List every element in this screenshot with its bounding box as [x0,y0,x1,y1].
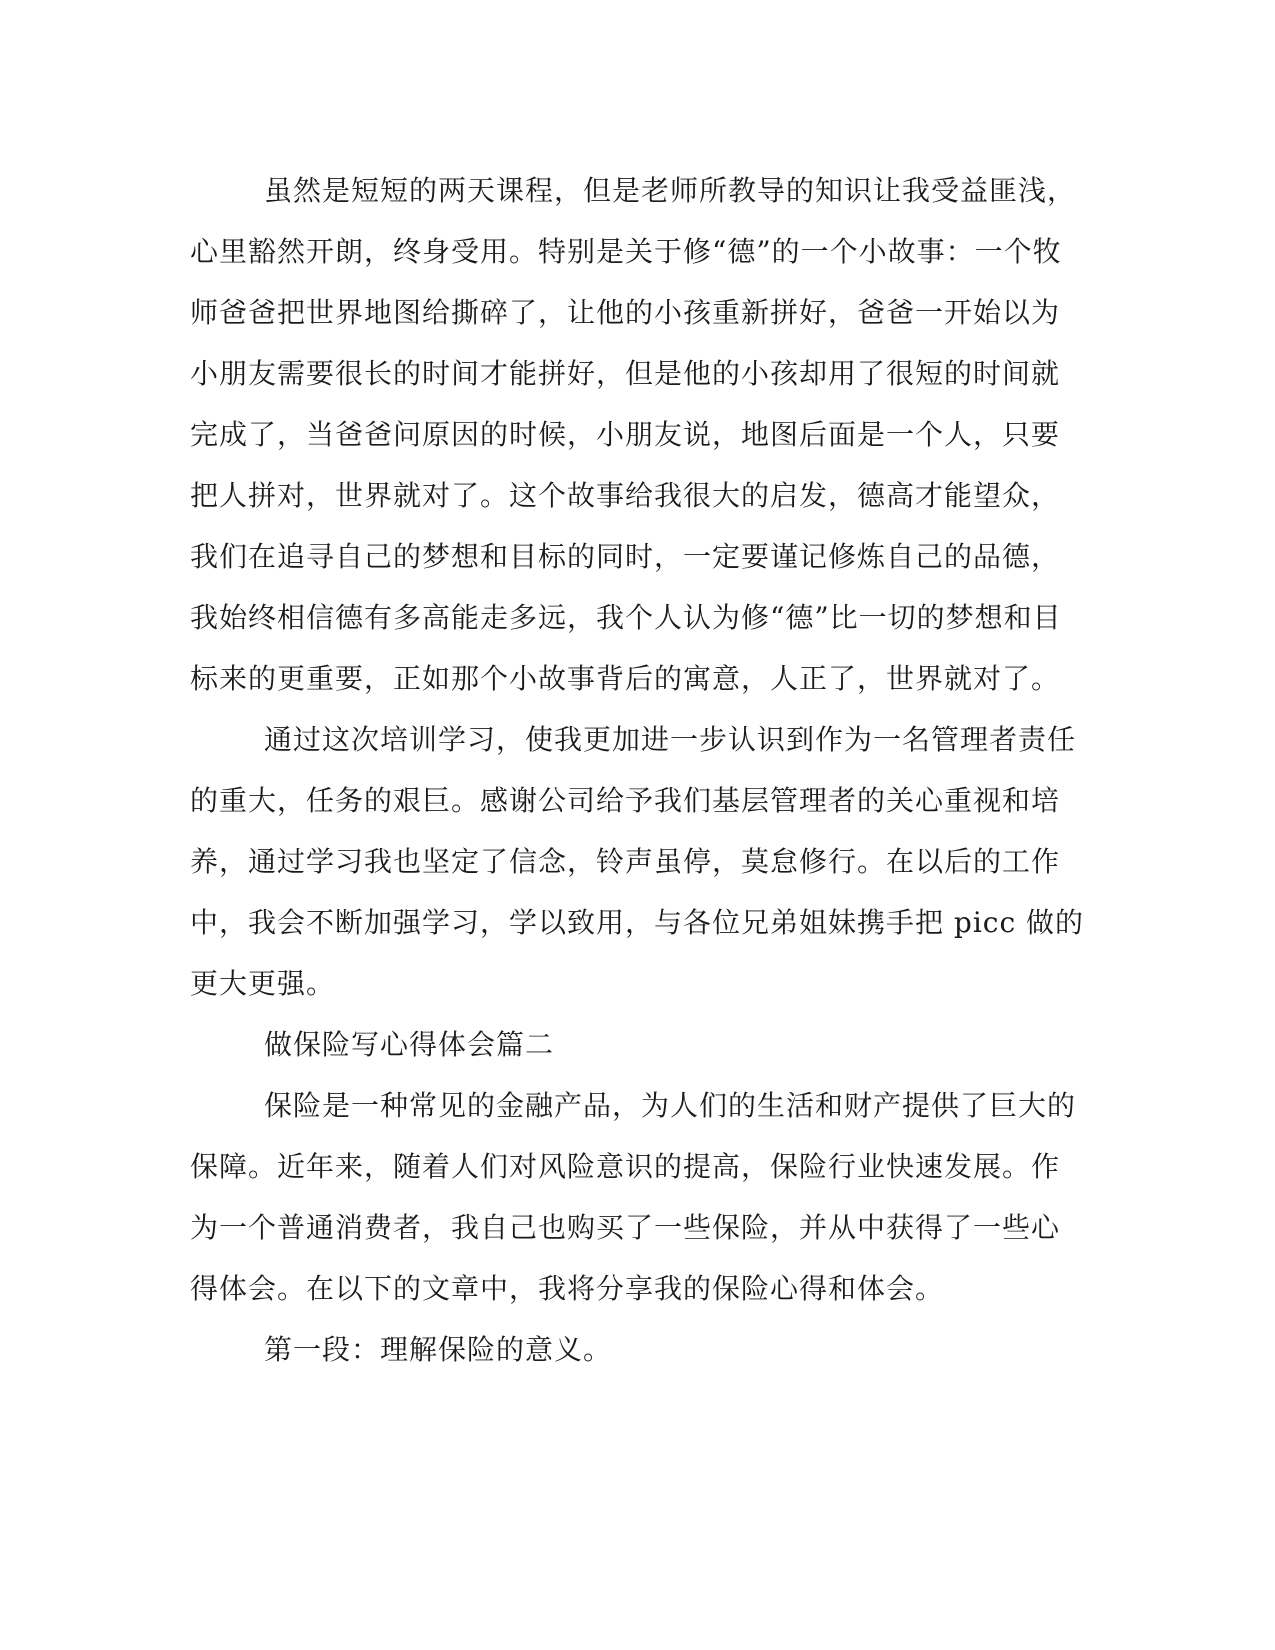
paragraph-line: 通过这次培训学习，使我更加进一步认识到作为一名管理者责任 [264,723,1077,756]
document-body [190,160,1085,1380]
paragraph-line: 把人拼对，世界就对了。这个故事给我很大的启发，德高才能望众， [190,479,1061,512]
paragraph-line: 第一段：理解保险的意义。 [264,1333,613,1366]
paragraph-line: 我始终相信德有多高能走多远，我个人认为修“德”比一切的梦想和目 [190,601,1062,634]
section-heading: 做保险写心得体会篇二 [264,1028,555,1061]
paragraph-line: 心里豁然开朗，终身受用。特别是关于修“德”的一个小故事：一个牧 [190,235,1062,268]
paragraph-line: 师爸爸把世界地图给撕碎了，让他的小孩重新拼好，爸爸一开始以为 [190,296,1061,329]
paragraph-line: 保障。近年来，随着人们对风险意识的提高，保险行业快速发展。作 [190,1150,1061,1183]
paragraph-line: 完成了，当爸爸问原因的时候，小朋友说，地图后面是一个人，只要 [190,418,1061,451]
paragraph-line: 我们在追寻自己的梦想和目标的同时，一定要谨记修炼自己的品德， [190,540,1061,573]
paragraph-line: 更大更强。 [190,967,336,1000]
paragraph-line: 为一个普通消费者，我自己也购买了一些保险，并从中获得了一些心 [190,1211,1061,1244]
paragraph-line: 中，我会不断加强学习，学以致用，与各位兄弟姐妹携手把 picc 做的 [190,906,1085,939]
paragraph-line: 养，通过学习我也坚定了信念，铃声虽停，莫怠修行。在以后的工作 [190,845,1061,878]
paragraph-line: 虽然是短短的两天课程，但是老师所教导的知识让我受益匪浅， [264,174,1077,207]
paragraph-line: 的重大，任务的艰巨。感谢公司给予我们基层管理者的关心重视和培 [190,784,1061,817]
paragraph-line: 保险是一种常见的金融产品，为人们的生活和财产提供了巨大的 [264,1089,1077,1122]
paragraph-line: 得体会。在以下的文章中，我将分享我的保险心得和体会。 [190,1272,945,1305]
paragraph-line: 标来的更重要，正如那个小故事背后的寓意，人正了，世界就对了。 [190,662,1061,695]
paragraph-line: 小朋友需要很长的时间才能拼好，但是他的小孩却用了很短的时间就 [190,357,1061,390]
